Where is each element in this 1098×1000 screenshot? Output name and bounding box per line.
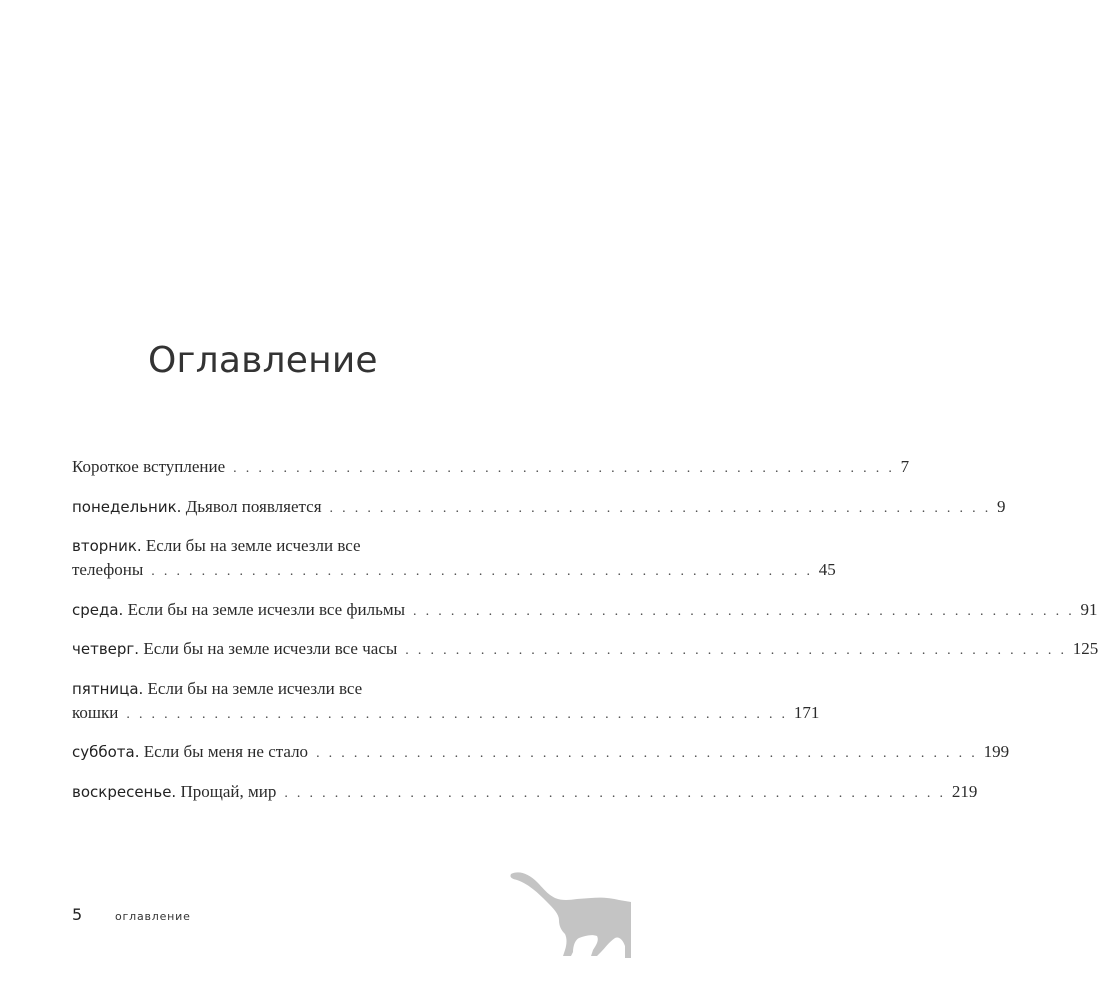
toc-line (72, 780, 978, 805)
toc-day-label: воскресенье. (72, 782, 177, 801)
toc-page-number: 7 (900, 457, 910, 476)
toc-entry-title: Дьявол появляется (185, 496, 322, 516)
toc-day-label: пятница. (72, 679, 144, 698)
toc-page-number: 45 (818, 560, 836, 579)
toc-line (72, 495, 1006, 520)
toc-entry-thursday (72, 637, 1098, 662)
toc-entry-title: Если бы на земле исчезли все фильмы (127, 599, 406, 619)
toc-entry-tuesday (72, 534, 836, 583)
toc-day-label: суббота. (72, 743, 140, 761)
dot-leader: . . . . . . . . . . . . . . . . . . . . . . . . . . . . . . . . . . . . . . . . . . . . . . . . . . . . . (151, 564, 813, 579)
toc-day-label: вторник. (72, 537, 142, 555)
dot-leader: . . . . . . . . . . . . . . . . . . . . . . . . . . . . . . . . . . . . . . . . . . . . . . . . . . . . . (233, 461, 895, 476)
toc-entry-wednesday (72, 598, 1098, 623)
toc-line (72, 637, 1098, 662)
toc-entry-title: Если бы на земле исчезли все (147, 678, 363, 698)
toc-entry-title: Если бы на земле исчезли все (145, 536, 361, 555)
toc-entry-monday (72, 495, 1006, 520)
toc-entry-intro (72, 455, 910, 480)
toc-page-number: 9 (997, 496, 1006, 516)
toc-page-number: 199 (983, 742, 1010, 761)
toc-entry-friday (72, 677, 820, 726)
toc-entry-title-continuation: телефоны (72, 560, 144, 579)
footer-section-label: оглавление (115, 910, 191, 923)
dot-leader: . . . . . . . . . . . . . . . . . . . . . . . . . . . . . . . . . . . . . . . . . . . . . . . . . . . . . (413, 603, 1075, 619)
dot-leader: . . . . . . . . . . . . . . . . . . . . . . . . . . . . . . . . . . . . . . . . . . . . . . . . . . . . . (284, 785, 946, 801)
toc-page-number: 91 (1080, 599, 1098, 619)
toc-entry-title: Прощай, мир (180, 781, 277, 801)
toc-entry-title-continuation: кошки (72, 702, 119, 722)
toc-day-label: среда. (72, 600, 124, 619)
footer-page-number: 5 (72, 905, 83, 924)
table-of-contents (72, 455, 1098, 819)
toc-line (72, 455, 910, 480)
cat-silhouette-icon (505, 868, 631, 958)
toc-entry-saturday (72, 740, 1010, 765)
toc-page-number: 125 (1072, 639, 1098, 658)
toc-entry-title: Если бы на земле исчезли все часы (143, 639, 398, 658)
toc-page-number: 171 (793, 702, 820, 722)
toc-line (72, 740, 1010, 765)
toc-day-label: четверг. (72, 640, 140, 658)
dot-leader: . . . . . . . . . . . . . . . . . . . . . . . . . . . . . . . . . . . . . . . . . . . . . . . . . . . . . (126, 706, 788, 722)
dot-leader: . . . . . . . . . . . . . . . . . . . . . . . . . . . . . . . . . . . . . . . . . . . . . . . . . . . . . (316, 746, 978, 761)
toc-line (72, 677, 499, 701)
dot-leader: . . . . . . . . . . . . . . . . . . . . . . . . . . . . . . . . . . . . . . . . . . . . . . . . . . . . . (405, 643, 1067, 658)
toc-entry-title: Если бы меня не стало (143, 742, 309, 761)
toc-line-continuation (72, 558, 836, 583)
toc-page-number: 219 (951, 781, 978, 801)
page-title: Оглавление (148, 340, 378, 381)
dot-leader: . . . . . . . . . . . . . . . . . . . . . . . . . . . . . . . . . . . . . . . . . . . . . . . . . . . . . (329, 500, 992, 516)
toc-entry-title: Короткое вступление (72, 457, 226, 476)
toc-line (72, 534, 499, 558)
toc-line-continuation (72, 701, 820, 726)
toc-day-label: понедельник. (72, 497, 182, 516)
toc-entry-sunday (72, 780, 978, 805)
toc-line (72, 598, 1098, 623)
